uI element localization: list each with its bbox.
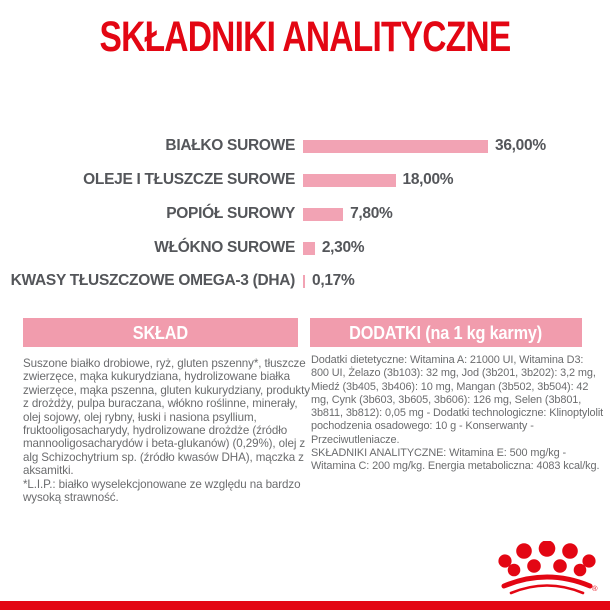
chart-category-label: KWASY TŁUSZCZOWE OMEGA-3 (DHA) — [10, 272, 295, 289]
sklad-ingredients-text: Suszone białko drobiowe, ryż, gluten pszenny*, tłuszcze zwierzęce, mąka kukurydziana, hydrolizowane białka zwierzęce, mąka pszenna, gluten kukurydziany, produkty z drożdży, pulpa buraczana, włókno roślinne, minerały, olej sojowy, olej rybny, łuski i nasiona psyllium, fruktooligosacharydy, hydrolizowane drożdże (źródło mannooligosacharydów i beta-glukanów) (0,29%), olej z alg Schizochytrium sp. (źródło kwasów DHA), mączka z aksamitki. — [23, 357, 310, 478]
sklad-header-label: SKŁAD — [132, 321, 189, 343]
chart-value-label: 18,00% — [402, 171, 454, 188]
sklad-footnote-text: *L.I.P.: białko wyselekcjonowane ze względu na bardzo wysoką strawność. — [23, 477, 301, 505]
sklad-body — [23, 357, 316, 504]
chart-row — [0, 129, 610, 163]
chart-row — [0, 197, 610, 231]
chart-value-label: 0,17% — [312, 272, 355, 289]
chart-value-label: 2,30% — [321, 239, 365, 256]
chart-bar — [303, 275, 305, 288]
chart-category-label: POPIÓŁ SUROWY — [166, 205, 295, 222]
chart-category-label: OLEJE I TŁUSZCZE SUROWE — [83, 171, 295, 188]
chart-bar — [303, 174, 396, 187]
footer-red-bar — [0, 601, 610, 610]
dodatki-analytical-text: SKŁADNIKI ANALITYCZNE: Witamina E: 500 mg/kg - Witamina C: 200 mg/kg. Energia metaboliczna: 4083 kcal/kg. — [311, 447, 600, 473]
dodatki-section-header — [310, 318, 582, 347]
chart-category-label: WŁÓKNO SUROWE — [154, 239, 295, 256]
dodatki-header-label: DODATKI (na 1 kg karmy) — [349, 321, 543, 343]
sklad-section-header — [23, 318, 298, 347]
chart-row — [0, 231, 610, 265]
chart-row — [0, 163, 610, 197]
chart-value-label: 36,00% — [495, 137, 546, 154]
chart-bar — [303, 208, 343, 221]
royal-canin-crown-icon — [496, 541, 598, 598]
chart-category-label: BIAŁKO SUROWE — [165, 137, 295, 154]
chart-value-label: 7,80% — [350, 205, 393, 222]
dodatki-body — [311, 354, 604, 474]
registered-mark: ® — [592, 584, 598, 593]
page-title: SKŁADNIKI ANALITYCZNE — [99, 13, 511, 61]
dodatki-additives-text: Dodatki dietetyczne: Witamina A: 21000 UI, Witamina D3: 800 UI, Żelazo (3b103): 32 mg, Jod (3b201, 3b202): 3,2 mg, Miedź (3b405, 3b406): 10 mg, Mangan (3b502, 3b504): 42 mg, Cynk (3b603, 3b605, 3b606): 126 mg, Selen (3b801, 3b811, 3b812): 0,05 mg - Dodatki technologiczne: Klinoptylolit pochodzenia osadowego: 10 g - Konserwanty - Przeciwutleniacze. — [311, 354, 604, 446]
chart-row — [0, 264, 610, 298]
chart-bar — [303, 242, 315, 255]
chart-bar — [303, 140, 488, 153]
